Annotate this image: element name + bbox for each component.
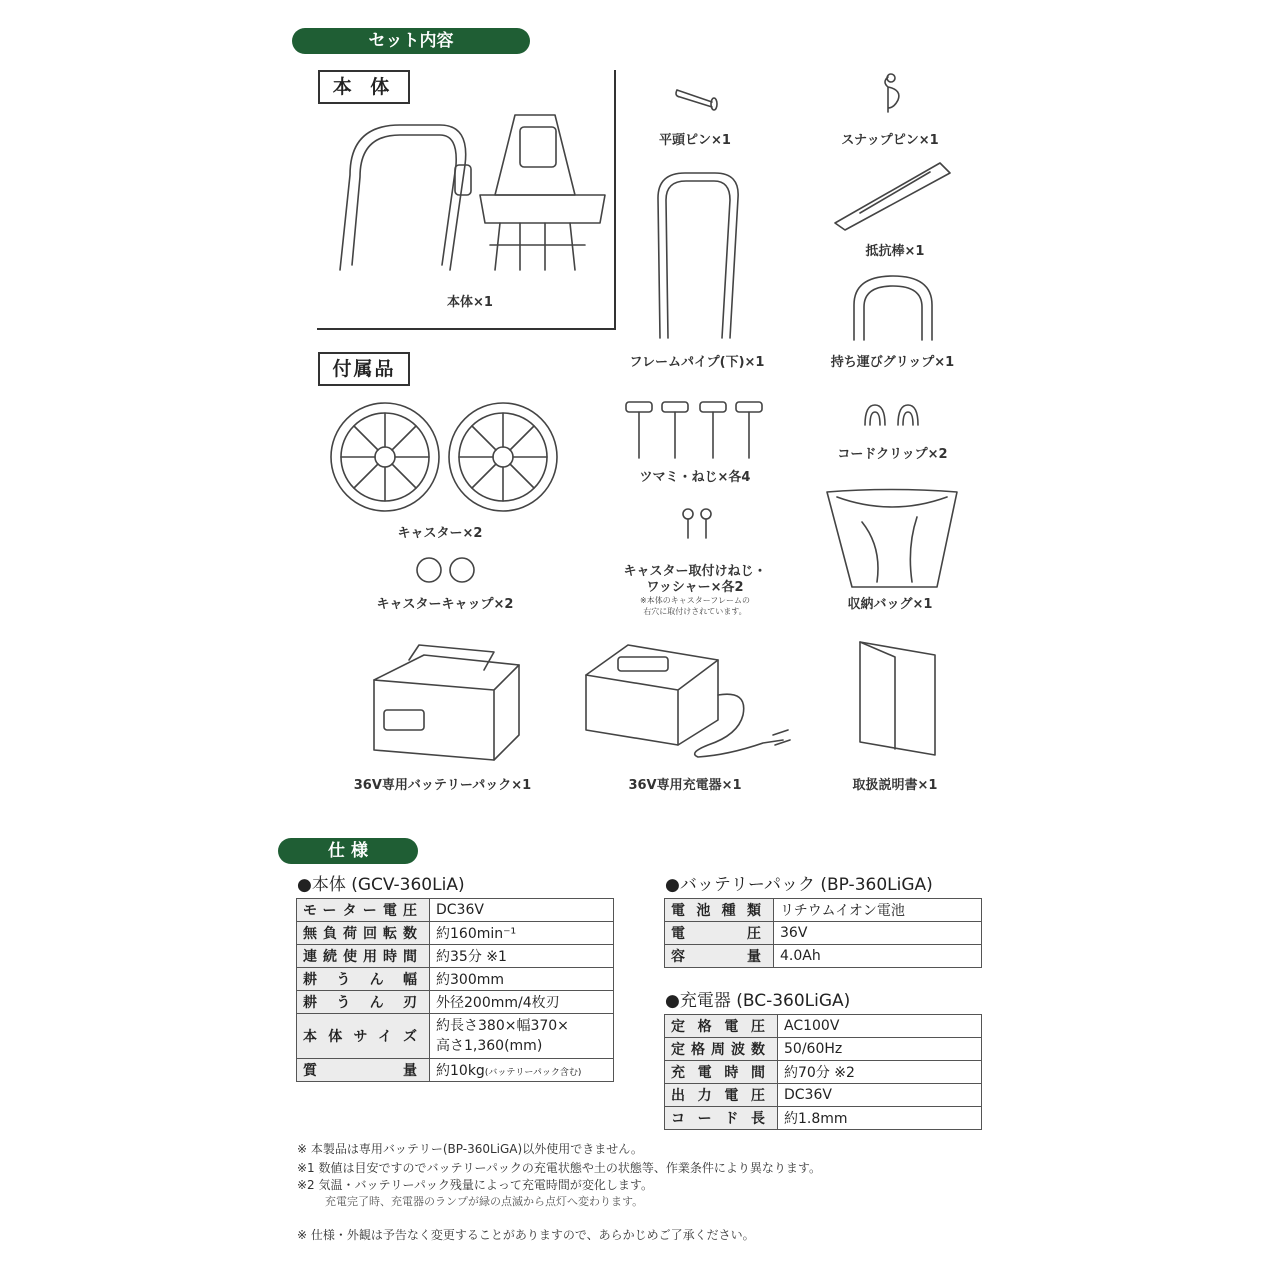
spec-value-note: (バッテリーパック含む) [484,1068,582,1078]
footnote-3: ※ 仕様・外観は予告なく変更することがありますので、あらかじめご了承ください。 [297,1228,755,1242]
spec-body-table [296,898,614,1082]
spec-key: 電圧 [665,922,774,945]
spec-key: 耕うん刃 [297,991,430,1014]
spec-value: DC36V [778,1084,982,1107]
spec-row [297,899,614,922]
spec-key: 無負荷回転数 [297,922,430,945]
caption-resist-bar: 抵抗棒×1 [865,244,925,259]
spec-key: 充電時間 [665,1061,778,1084]
caption-knob-screw: ツマミ・ねじ×各4 [639,470,751,485]
spec-key: 連続使用時間 [297,945,430,968]
spec-row [297,1059,614,1082]
spec-value: 約長さ380×幅370× 高さ1,360(mm) [430,1014,614,1059]
spec-value: 36V [774,922,982,945]
spec-value: 外径200mm/4枚刃 [430,991,614,1014]
tiller-illustration [330,105,610,285]
carry-grip-illustration [848,270,938,345]
resist-bar-illustration [830,158,955,233]
caption-body: 本体×1 [447,295,493,310]
knob-screws-illustration [622,398,767,463]
spec-row [297,922,614,945]
spec-row [665,1061,982,1084]
manual-illustration [855,637,940,759]
spec-key: 電池種類 [665,899,774,922]
spec-row [297,1014,614,1059]
charger-illustration [578,635,793,760]
contents-title-pill [292,28,530,54]
spec-value: AC100V [778,1015,982,1038]
caption-flat-pin: 平頭ピン×1 [659,133,731,148]
spec-value: DC36V [430,899,614,922]
caption-manual: 取扱説明書×1 [852,778,938,793]
spec-title-pill [278,838,418,864]
caster-screw-note-text: ※本体のキャスターフレームの 右穴に取付けされています。 [640,596,750,616]
spec-row [297,991,614,1014]
spec-key: 定格周波数 [665,1038,778,1061]
spec-key: 質量 [297,1059,430,1082]
spec-key: 耕うん幅 [297,968,430,991]
footnote-0: ※ 本製品は専用バッテリー(BP-360LiGA)以外使用できません。 [297,1142,643,1156]
spec-value: 4.0Ah [774,945,982,968]
caster-screw-label: キャスター取付けねじ・ ワッシャー×各2 [623,564,767,595]
spec-row [665,922,982,945]
spec-row [665,1084,982,1107]
caster-screw-illustration [678,506,718,542]
spec-row [665,1107,982,1130]
cord-clip-illustration [860,400,925,430]
battery-pack-illustration [364,640,529,765]
flat-pin-illustration [672,82,722,112]
spec-value: 50/60Hz [778,1038,982,1061]
caption-cord-clip: コードクリップ×2 [837,447,948,462]
body-label-box [318,70,410,104]
caption-frame-pipe: フレームパイプ(下)×1 [629,355,765,370]
caster-wheels-illustration [328,398,568,516]
caption-snap-pin: スナップピン×1 [841,133,939,148]
spec-key: 定格電圧 [665,1015,778,1038]
body-label: 本 体 [332,76,396,98]
accessories-label: 付属品 [332,358,396,380]
spec-charger-table [664,1014,982,1130]
spec-row [665,1038,982,1061]
spec-value: 約70分 ※2 [778,1061,982,1084]
spec-row [665,945,982,968]
spec-value: リチウムイオン電池 [774,899,982,922]
frame-pipe-illustration [650,168,745,343]
footnote-2b: 充電完了時、充電器のランプが緑の点滅から点灯へ変わります。 [325,1195,644,1208]
storage-bag-illustration [822,487,962,592]
spec-row [297,945,614,968]
snap-pin-illustration [880,72,910,117]
caption-storage-bag: 収納バッグ×1 [847,597,933,612]
caption-charger: 36V専用充電器×1 [628,778,742,793]
spec-value: 約35分 ※1 [430,945,614,968]
accessories-label-box [318,352,410,386]
spec-charger-heading: ●充電器 (BC-360LiGA) [665,991,851,1011]
caption-caster: キャスター×2 [397,526,483,541]
spec-row [665,1015,982,1038]
footnote-1: ※1 数値は目安ですのでバッテリーパックの充電状態や土の状態等、作業条件により異なります。 [297,1161,821,1175]
spec-row [665,899,982,922]
caster-caps-illustration [414,555,479,585]
caption-carry-grip: 持ち運びグリップ×1 [830,355,955,370]
spec-value: 約10kg(バッテリーパック含む) [430,1059,614,1082]
spec-key: 本体サイズ [297,1014,430,1059]
spec-battery-heading: ●バッテリーパック (BP-360LiGA) [665,875,933,895]
contents-title: セット内容 [368,31,454,51]
spec-key: 容量 [665,945,774,968]
caption-caster-cap: キャスターキャップ×2 [376,597,514,612]
spec-battery-table [664,898,982,968]
spec-body-heading: ●本体 (GCV-360LiA) [297,875,465,895]
footnote-2: ※2 気温・バッテリーパック残量によって充電時間が変化します。 [297,1178,653,1192]
spec-value: 約1.8mm [778,1107,982,1130]
spec-row [297,968,614,991]
spec-key: 出力電圧 [665,1084,778,1107]
spec-value: 約300mm [430,968,614,991]
spec-title: 仕 様 [328,841,368,861]
caster-screw-note [612,584,778,617]
spec-key: モーター電圧 [297,899,430,922]
spec-value: 約160min⁻¹ [430,922,614,945]
caption-battery: 36V専用バッテリーパック×1 [353,778,532,793]
spec-key: コード長 [665,1107,778,1130]
